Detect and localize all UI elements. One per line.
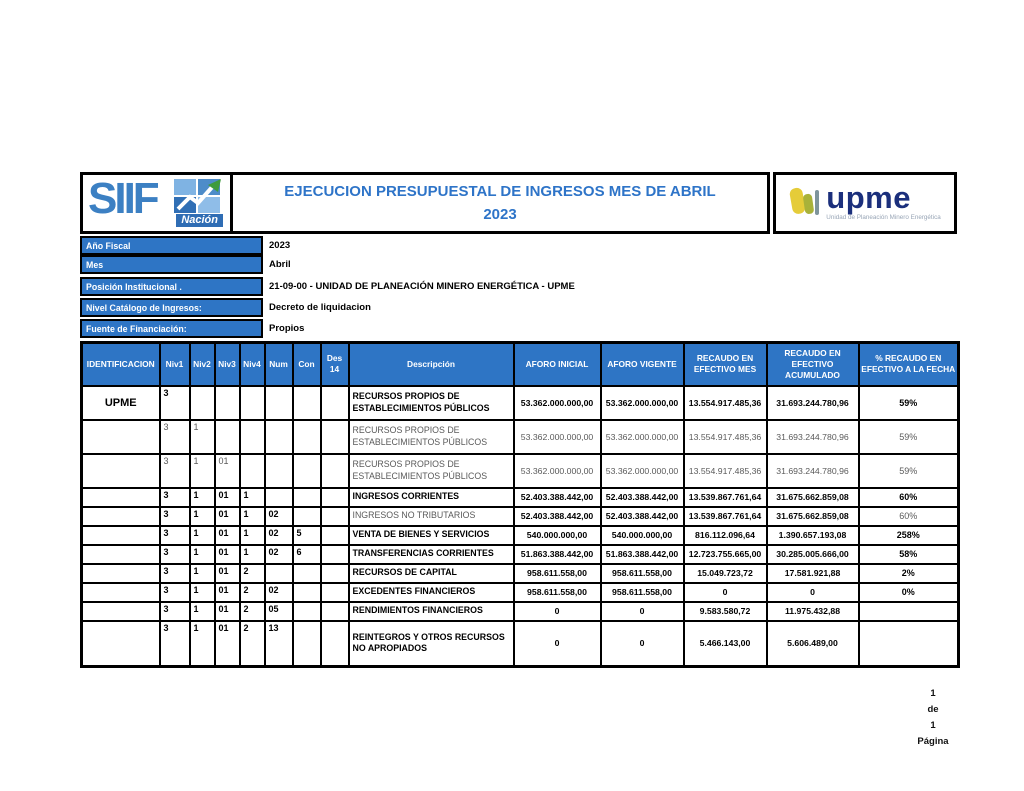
cell-identificacion bbox=[82, 420, 160, 454]
cell-des14 bbox=[321, 602, 349, 621]
table-row bbox=[82, 488, 959, 507]
cell-des14 bbox=[321, 507, 349, 526]
info-value: Propios bbox=[269, 323, 305, 334]
table-row bbox=[82, 386, 959, 420]
cell-niv2: 1 bbox=[190, 507, 215, 526]
cell-niv3: 01 bbox=[215, 507, 240, 526]
cell-aforo-vigente: 958.611.558,00 bbox=[601, 583, 684, 602]
col-header-pct-recaudo: % RECAUDO EN EFECTIVO A LA FECHA bbox=[859, 343, 959, 386]
table-row bbox=[82, 526, 959, 545]
cell-recaudo-acumulado: 11.975.432,88 bbox=[767, 602, 859, 621]
cell-num: 05 bbox=[265, 602, 293, 621]
cell-recaudo-mes: 816.112.096,64 bbox=[684, 526, 767, 545]
cell-recaudo-acumulado: 1.390.657.193,08 bbox=[767, 526, 859, 545]
col-header-niv4: Niv4 bbox=[240, 343, 265, 386]
cell-recaudo-mes: 15.049.723,72 bbox=[684, 564, 767, 583]
cell-niv3: 01 bbox=[215, 602, 240, 621]
cell-aforo-vigente: 540.000.000,00 bbox=[601, 526, 684, 545]
cell-recaudo-mes: 0 bbox=[684, 583, 767, 602]
cell-aforo-vigente: 0 bbox=[601, 621, 684, 667]
cell-con bbox=[293, 507, 321, 526]
cell-aforo-vigente: 53.362.000.000,00 bbox=[601, 420, 684, 454]
report-info-section bbox=[80, 236, 957, 338]
cell-niv2: 1 bbox=[190, 454, 215, 488]
info-row-posicion-institucional bbox=[80, 277, 957, 296]
cell-identificacion: UPME bbox=[82, 386, 160, 420]
cell-niv3: 01 bbox=[215, 583, 240, 602]
cell-con: 6 bbox=[293, 545, 321, 564]
siif-logo bbox=[80, 172, 233, 234]
cell-niv3: 01 bbox=[215, 526, 240, 545]
info-label: Fuente de Financiación: bbox=[80, 319, 263, 338]
info-label: Posición Institucional . bbox=[80, 277, 263, 296]
footer-page-number: 1 bbox=[930, 688, 936, 699]
cell-aforo-vigente: 958.611.558,00 bbox=[601, 564, 684, 583]
cell-pct: 59% bbox=[859, 454, 959, 488]
cell-descripcion: VENTA DE BIENES Y SERVICIOS bbox=[349, 526, 514, 545]
cell-des14 bbox=[321, 545, 349, 564]
info-label: Nivel Catálogo de Ingresos: bbox=[80, 298, 263, 317]
cell-niv1: 3 bbox=[160, 602, 190, 621]
cell-con bbox=[293, 488, 321, 507]
col-header-niv3: Niv3 bbox=[215, 343, 240, 386]
col-header-aforo-inicial: AFORO INICIAL bbox=[514, 343, 601, 386]
cell-niv1: 3 bbox=[160, 420, 190, 454]
cell-aforo-inicial: 52.403.388.442,00 bbox=[514, 507, 601, 526]
cell-pct: 60% bbox=[859, 488, 959, 507]
report-title-line2: 2023 bbox=[483, 206, 517, 223]
cell-niv3: 01 bbox=[215, 564, 240, 583]
info-value: 21-09-00 - UNIDAD DE PLANEACIÓN MINERO ENERGÉTICA - UPME bbox=[269, 281, 575, 292]
siif-logo-text: SIIF bbox=[88, 174, 157, 223]
cell-niv2: 1 bbox=[190, 564, 215, 583]
cell-descripcion: RECURSOS PROPIOS DE ESTABLECIMIENTOS PÚBLICOS bbox=[349, 454, 514, 488]
cell-niv1: 3 bbox=[160, 564, 190, 583]
cell-niv1: 3 bbox=[160, 621, 190, 667]
cell-con bbox=[293, 454, 321, 488]
cell-descripcion: RECURSOS PROPIOS DE ESTABLECIMIENTOS PÚBLICOS bbox=[349, 420, 514, 454]
table-row bbox=[82, 621, 959, 667]
info-value: 2023 bbox=[269, 240, 291, 251]
cell-aforo-inicial: 958.611.558,00 bbox=[514, 564, 601, 583]
cell-niv2: 1 bbox=[190, 420, 215, 454]
cell-des14 bbox=[321, 454, 349, 488]
col-header-niv2: Niv2 bbox=[190, 343, 215, 386]
cell-aforo-vigente: 52.403.388.442,00 bbox=[601, 488, 684, 507]
cell-pct: 59% bbox=[859, 420, 959, 454]
cell-num: 02 bbox=[265, 545, 293, 564]
cell-niv1: 3 bbox=[160, 545, 190, 564]
cell-con bbox=[293, 602, 321, 621]
cell-niv3 bbox=[215, 386, 240, 420]
col-header-recaudo-acumulado: RECAUDO EN EFECTIVO ACUMULADO bbox=[767, 343, 859, 386]
cell-num: 02 bbox=[265, 526, 293, 545]
footer-total-pages: 1 bbox=[930, 720, 936, 731]
cell-con bbox=[293, 564, 321, 583]
col-header-num: Num bbox=[265, 343, 293, 386]
cell-descripcion: INGRESOS NO TRIBUTARIOS bbox=[349, 507, 514, 526]
cell-recaudo-acumulado: 17.581.921,88 bbox=[767, 564, 859, 583]
info-label: Año Fiscal bbox=[80, 236, 263, 255]
cell-niv2: 1 bbox=[190, 488, 215, 507]
cell-niv1: 3 bbox=[160, 454, 190, 488]
upme-logo-text: upme bbox=[826, 180, 911, 216]
cell-pct: 2% bbox=[859, 564, 959, 583]
cell-recaudo-mes: 13.539.867.761,64 bbox=[684, 488, 767, 507]
cell-recaudo-mes: 9.583.580,72 bbox=[684, 602, 767, 621]
cell-identificacion bbox=[82, 564, 160, 583]
cell-aforo-inicial: 958.611.558,00 bbox=[514, 583, 601, 602]
cell-recaudo-acumulado: 31.693.244.780,96 bbox=[767, 454, 859, 488]
table-header-row bbox=[82, 343, 959, 386]
cell-niv4: 1 bbox=[240, 545, 265, 564]
cell-recaudo-mes: 13.539.867.761,64 bbox=[684, 507, 767, 526]
cell-descripcion: RECURSOS PROPIOS DE ESTABLECIMIENTOS PÚBLICOS bbox=[349, 386, 514, 420]
table-row bbox=[82, 507, 959, 526]
cell-aforo-vigente: 51.863.388.442,00 bbox=[601, 545, 684, 564]
table-row bbox=[82, 545, 959, 564]
cell-num bbox=[265, 564, 293, 583]
col-header-recaudo-mes: RECAUDO EN EFECTIVO MES bbox=[684, 343, 767, 386]
cell-pct: 59% bbox=[859, 386, 959, 420]
cell-niv1: 3 bbox=[160, 583, 190, 602]
cell-niv4: 1 bbox=[240, 488, 265, 507]
cell-identificacion bbox=[82, 583, 160, 602]
cell-recaudo-acumulado: 31.675.662.859,08 bbox=[767, 488, 859, 507]
siif-logo-subtext: Nación bbox=[176, 214, 223, 227]
cell-recaudo-mes: 13.554.917.485,36 bbox=[684, 454, 767, 488]
table-row bbox=[82, 583, 959, 602]
cell-niv3: 01 bbox=[215, 545, 240, 564]
table-row bbox=[82, 564, 959, 583]
cell-descripcion: EXCEDENTES FINANCIEROS bbox=[349, 583, 514, 602]
cell-identificacion bbox=[82, 507, 160, 526]
cell-num: 13 bbox=[265, 621, 293, 667]
cell-recaudo-mes: 12.723.755.665,00 bbox=[684, 545, 767, 564]
col-header-con: Con bbox=[293, 343, 321, 386]
cell-con bbox=[293, 621, 321, 667]
col-header-aforo-vigente: AFORO VIGENTE bbox=[601, 343, 684, 386]
cell-recaudo-mes: 5.466.143,00 bbox=[684, 621, 767, 667]
cell-recaudo-mes: 13.554.917.485,36 bbox=[684, 420, 767, 454]
info-value: Abril bbox=[269, 259, 291, 270]
report-content bbox=[80, 172, 957, 668]
cell-niv2: 1 bbox=[190, 545, 215, 564]
cell-niv2: 1 bbox=[190, 621, 215, 667]
cell-pct: 0% bbox=[859, 583, 959, 602]
report-header-band bbox=[80, 172, 957, 234]
budget-table bbox=[80, 341, 960, 668]
cell-recaudo-acumulado: 31.693.244.780,96 bbox=[767, 420, 859, 454]
cell-niv4: 1 bbox=[240, 526, 265, 545]
cell-con bbox=[293, 583, 321, 602]
cell-recaudo-acumulado: 31.675.662.859,08 bbox=[767, 507, 859, 526]
cell-niv4 bbox=[240, 454, 265, 488]
page-footer bbox=[903, 686, 963, 750]
cell-pct bbox=[859, 602, 959, 621]
footer-of-label: de bbox=[927, 704, 939, 715]
col-header-des14: Des 14 bbox=[321, 343, 349, 386]
table-body bbox=[82, 386, 959, 667]
upme-leaf-icon bbox=[789, 181, 821, 226]
report-title-line1: EJECUCION PRESUPUESTAL DE INGRESOS MES DE ABRIL bbox=[284, 182, 716, 200]
cell-pct: 60% bbox=[859, 507, 959, 526]
cell-aforo-vigente: 0 bbox=[601, 602, 684, 621]
cell-niv4: 2 bbox=[240, 602, 265, 621]
cell-identificacion bbox=[82, 621, 160, 667]
cell-aforo-vigente: 52.403.388.442,00 bbox=[601, 507, 684, 526]
cell-des14 bbox=[321, 526, 349, 545]
info-label: Mes bbox=[80, 255, 263, 274]
report-title bbox=[233, 172, 770, 234]
cell-aforo-inicial: 0 bbox=[514, 602, 601, 621]
cell-niv2 bbox=[190, 386, 215, 420]
cell-niv3 bbox=[215, 420, 240, 454]
table-row bbox=[82, 602, 959, 621]
cell-aforo-inicial: 52.403.388.442,00 bbox=[514, 488, 601, 507]
cell-des14 bbox=[321, 488, 349, 507]
cell-niv3: 01 bbox=[215, 454, 240, 488]
cell-aforo-vigente: 53.362.000.000,00 bbox=[601, 454, 684, 488]
cell-recaudo-acumulado: 5.606.489,00 bbox=[767, 621, 859, 667]
cell-con bbox=[293, 386, 321, 420]
table-row bbox=[82, 420, 959, 454]
cell-des14 bbox=[321, 564, 349, 583]
cell-identificacion bbox=[82, 545, 160, 564]
cell-niv4 bbox=[240, 420, 265, 454]
cell-num: 02 bbox=[265, 583, 293, 602]
cell-pct: 258% bbox=[859, 526, 959, 545]
cell-niv1: 3 bbox=[160, 507, 190, 526]
cell-niv2: 1 bbox=[190, 583, 215, 602]
cell-des14 bbox=[321, 386, 349, 420]
cell-con bbox=[293, 420, 321, 454]
cell-descripcion: INGRESOS CORRIENTES bbox=[349, 488, 514, 507]
cell-num: 02 bbox=[265, 507, 293, 526]
cell-des14 bbox=[321, 621, 349, 667]
col-header-identificacion: IDENTIFICACION bbox=[82, 343, 160, 386]
cell-num bbox=[265, 420, 293, 454]
cell-identificacion bbox=[82, 454, 160, 488]
cell-descripcion: TRANSFERENCIAS CORRIENTES bbox=[349, 545, 514, 564]
footer-page-label: Página bbox=[917, 736, 949, 747]
info-row-anio-fiscal bbox=[80, 236, 957, 255]
cell-descripcion: RENDIMIENTOS FINANCIEROS bbox=[349, 602, 514, 621]
cell-niv3: 01 bbox=[215, 488, 240, 507]
cell-aforo-inicial: 53.362.000.000,00 bbox=[514, 454, 601, 488]
cell-identificacion bbox=[82, 488, 160, 507]
cell-des14 bbox=[321, 420, 349, 454]
cell-aforo-inicial: 51.863.388.442,00 bbox=[514, 545, 601, 564]
cell-identificacion bbox=[82, 602, 160, 621]
cell-num bbox=[265, 454, 293, 488]
cell-niv4: 1 bbox=[240, 507, 265, 526]
cell-niv4: 2 bbox=[240, 621, 265, 667]
cell-aforo-inicial: 53.362.000.000,00 bbox=[514, 420, 601, 454]
cell-niv2: 1 bbox=[190, 526, 215, 545]
cell-recaudo-acumulado: 30.285.005.666,00 bbox=[767, 545, 859, 564]
cell-aforo-inicial: 53.362.000.000,00 bbox=[514, 386, 601, 420]
info-value: Decreto de liquidacion bbox=[269, 302, 371, 313]
col-header-descripcion: Descripción bbox=[349, 343, 514, 386]
cell-niv1: 3 bbox=[160, 386, 190, 420]
cell-niv4: 2 bbox=[240, 583, 265, 602]
upme-logo-tagline: Unidad de Planeación Minero Energética bbox=[826, 213, 941, 221]
col-header-niv1: Niv1 bbox=[160, 343, 190, 386]
cell-niv4 bbox=[240, 386, 265, 420]
cell-pct bbox=[859, 621, 959, 667]
cell-num bbox=[265, 488, 293, 507]
cell-niv3: 01 bbox=[215, 621, 240, 667]
cell-identificacion bbox=[82, 526, 160, 545]
cell-niv1: 3 bbox=[160, 526, 190, 545]
cell-recaudo-mes: 13.554.917.485,36 bbox=[684, 386, 767, 420]
cell-con: 5 bbox=[293, 526, 321, 545]
upme-logo bbox=[773, 172, 957, 234]
cell-niv1: 3 bbox=[160, 488, 190, 507]
cell-descripcion: RECURSOS DE CAPITAL bbox=[349, 564, 514, 583]
cell-num bbox=[265, 386, 293, 420]
cell-aforo-inicial: 0 bbox=[514, 621, 601, 667]
cell-aforo-inicial: 540.000.000,00 bbox=[514, 526, 601, 545]
info-row-nivel-catalogo bbox=[80, 298, 957, 317]
cell-recaudo-acumulado: 31.693.244.780,96 bbox=[767, 386, 859, 420]
cell-pct: 58% bbox=[859, 545, 959, 564]
info-row-fuente-financiacion bbox=[80, 319, 957, 338]
cell-niv4: 2 bbox=[240, 564, 265, 583]
cell-descripcion: REINTEGROS Y OTROS RECURSOS NO APROPIADOS bbox=[349, 621, 514, 667]
upme-logo-textblock bbox=[826, 180, 941, 221]
cell-recaudo-acumulado: 0 bbox=[767, 583, 859, 602]
cell-niv2: 1 bbox=[190, 602, 215, 621]
cell-aforo-vigente: 53.362.000.000,00 bbox=[601, 386, 684, 420]
cell-des14 bbox=[321, 583, 349, 602]
info-row-mes bbox=[80, 255, 957, 274]
table-row bbox=[82, 454, 959, 488]
